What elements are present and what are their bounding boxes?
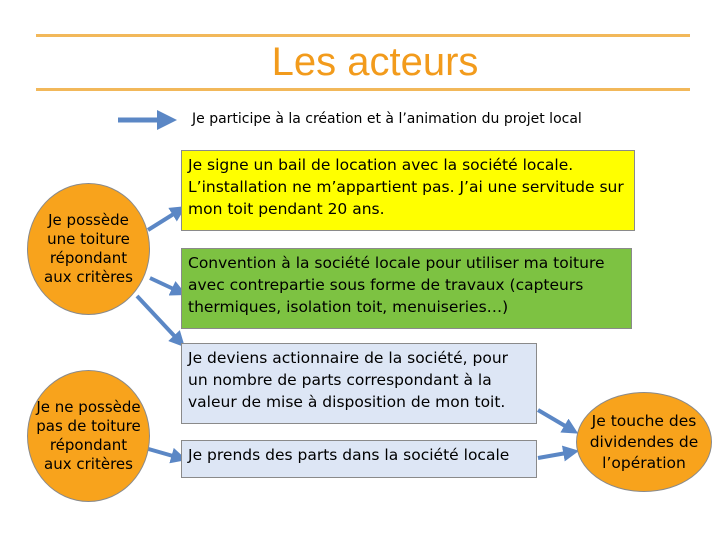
arrow-owner-to-shareholder <box>137 296 180 342</box>
owner-with-roof: Je possède une toiture répondant aux critères <box>27 183 150 315</box>
arrow-owner-to-lease <box>148 210 180 230</box>
lease-box: Je signe un bail de location avec la société locale. L’installation ne m’appartient pas. J’ai une servitude sur mon toit pendant 20 ans. <box>181 150 635 231</box>
dividends-oval: Je touche des dividendes de l’opération <box>576 392 712 492</box>
arrow-shares-to-dividends <box>538 452 572 458</box>
owner-without-roof: Je ne possède pas de toiture répondant aux critères <box>27 370 150 502</box>
page-title: Les acteurs <box>271 40 479 84</box>
shareholder-box: Je deviens actionnaire de la société, pour un nombre de parts correspondant à la valeur de mise à disposition de mon toit. <box>181 343 537 424</box>
convention-box: Convention à la société locale pour utiliser ma toiture avec contrepartie sous forme de travaux (capteurs thermiques, isolation toit, menuiseries…) <box>181 248 632 329</box>
arrow-owner-to-convention <box>150 278 180 292</box>
shares-box: Je prends des parts dans la société locale <box>181 440 537 478</box>
arrow-shareholder-to-dividends <box>538 410 572 430</box>
legend-text: Je participe à la création et à l’animation du projet local <box>192 111 582 127</box>
arrow-nonowner-to-shares <box>145 448 180 458</box>
